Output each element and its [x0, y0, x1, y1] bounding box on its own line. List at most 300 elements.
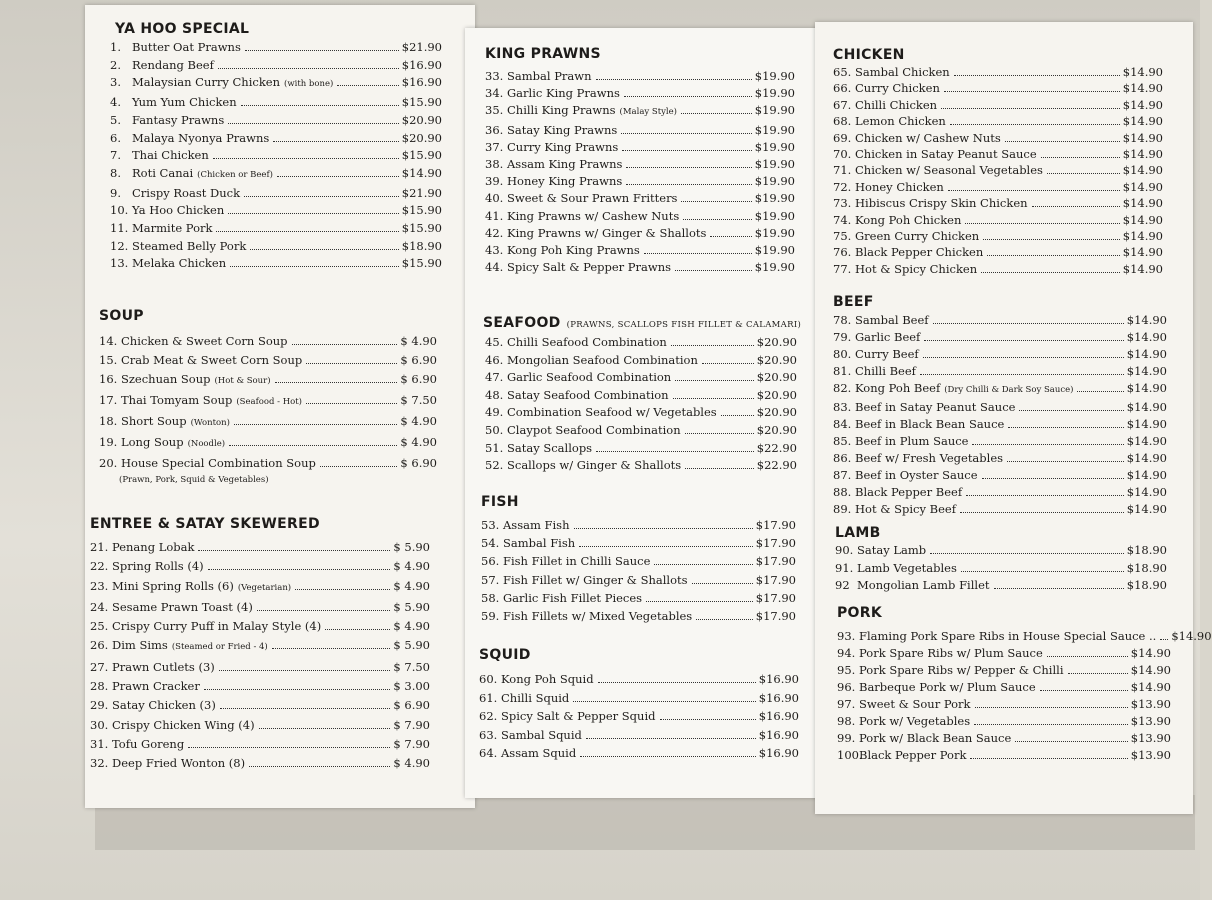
menu-item: [833, 346, 1167, 363]
menu-item: [110, 130, 442, 148]
menu-item: [833, 312, 1167, 329]
item-price: $ 6.90: [400, 372, 437, 386]
item-name: Chilli Squid: [501, 690, 570, 705]
item-number: 3.: [110, 75, 121, 90]
item-name: Scallops w/ Ginger & Shallots: [507, 458, 682, 473]
dot-leader: [965, 223, 1119, 224]
menu-item-row: [833, 162, 1163, 178]
dot-leader: [982, 478, 1124, 479]
menu-item: [485, 68, 795, 85]
item-number: 16.: [99, 372, 118, 386]
dot-leader: [1005, 141, 1120, 142]
menu-item: [485, 102, 795, 121]
menu-item-row: [110, 130, 442, 148]
menu-item-row: [90, 716, 430, 735]
item-price: $19.90: [754, 139, 795, 154]
item-number: 37.: [485, 139, 504, 154]
item-price: $14.90: [1122, 163, 1163, 178]
dot-leader: [273, 141, 398, 142]
item-name: Rendang Beef: [132, 57, 214, 72]
item-price: $14.90: [1122, 245, 1163, 260]
menu-item-row: [485, 404, 797, 422]
menu-item-row: [90, 636, 430, 657]
item-price: $14.90: [401, 165, 442, 180]
item-number: 79.: [833, 330, 852, 344]
item-name: Chilli King Prawns: [507, 103, 616, 118]
dot-leader: [1068, 673, 1128, 674]
item-number: 54.: [481, 536, 500, 551]
menu-item: [110, 185, 442, 203]
item-price: $17.90: [755, 572, 796, 587]
menu-item: [485, 156, 795, 173]
dot-leader: [204, 689, 391, 690]
item-price: $14.90: [1122, 114, 1163, 129]
dot-leader: [277, 176, 399, 177]
item-number: 1.: [110, 40, 121, 54]
dot-leader: [950, 124, 1120, 125]
menu-item: [110, 74, 442, 94]
item-name: Chicken w/ Cashew Nuts: [855, 130, 1001, 145]
item-price: $ 5.90: [393, 638, 430, 653]
item-price: $19.90: [754, 174, 795, 189]
item-number: 23.: [90, 578, 109, 593]
menu-item: [833, 433, 1167, 450]
dot-leader: [573, 701, 755, 702]
item-price: $20.90: [401, 112, 442, 127]
item-number: 70.: [833, 147, 852, 162]
item-number: 17.: [99, 393, 118, 407]
item-name: Hot & Spicy Chicken: [855, 261, 978, 276]
item-price: $14.90: [1126, 313, 1167, 327]
menu-item: [481, 534, 796, 552]
item-name: Beef in Plum Sauce: [855, 434, 969, 448]
menu-item-row: [110, 202, 442, 220]
menu-item-row: [837, 662, 1171, 679]
dot-leader: [1015, 741, 1127, 742]
dot-leader: [974, 724, 1128, 725]
item-name: Satay Scallops: [507, 440, 593, 455]
dot-leader: [1041, 157, 1120, 158]
menu-item-row: [479, 726, 799, 745]
menu-item-row: [99, 370, 437, 391]
menu-item-row: [90, 577, 430, 598]
item-price: $13.90: [1130, 748, 1171, 762]
menu-item-row: [485, 352, 797, 370]
menu-item: [833, 399, 1167, 416]
item-name: Fantasy Prawns: [132, 112, 225, 127]
item-number: 32.: [90, 756, 109, 771]
menu-item-row: [485, 369, 797, 387]
dot-leader: [220, 708, 391, 709]
item-price: $19.90: [754, 260, 795, 275]
item-price: $13.90: [1130, 731, 1171, 745]
item-name: Sambal Chicken: [855, 65, 950, 79]
menu-item-row: [99, 332, 437, 351]
item-number: 47.: [485, 370, 504, 385]
dot-leader: [961, 571, 1124, 572]
item-price: $ 7.90: [393, 717, 430, 732]
menu-item-row: [481, 552, 796, 570]
item-price: $14.90: [1126, 434, 1167, 448]
dot-leader: [1047, 173, 1120, 174]
menu-item-row: [99, 433, 437, 454]
item-price: $ 3.00: [393, 679, 430, 694]
item-name: Sweet & Sour Pork: [859, 697, 971, 711]
dot-leader: [994, 588, 1124, 589]
menu-item: [833, 80, 1163, 96]
menu-item-row: [837, 645, 1171, 662]
item-price: $19.90: [754, 191, 795, 206]
item-name: Thai Tomyam Soup: [121, 393, 233, 407]
item-number: 15.: [99, 353, 118, 367]
menu-item: [110, 165, 442, 185]
item-number: 88.: [833, 485, 852, 499]
item-price: $ 7.50: [400, 393, 437, 407]
item-price: $16.90: [758, 746, 799, 760]
menu-item: [479, 707, 799, 726]
item-price: $ 7.90: [393, 736, 430, 751]
dot-leader: [920, 374, 1124, 375]
item-name: Beef in Satay Peanut Sauce: [855, 400, 1016, 414]
item-price: $14.90: [1171, 629, 1212, 643]
item-name: Pork Spare Ribs w/ Pepper & Chilli: [859, 663, 1064, 677]
menu-item-row: [110, 165, 442, 185]
menu-item-row: [485, 85, 795, 102]
item-price: $19.90: [754, 122, 795, 137]
item-name: Assam Squid: [501, 746, 577, 760]
menu-item: [90, 677, 430, 696]
menu-item-row: [833, 433, 1167, 450]
item-number: 53.: [481, 518, 500, 532]
item-number: 35.: [485, 103, 504, 118]
menu-item-row: [485, 208, 795, 225]
menu-item-row: [833, 467, 1167, 484]
item-price: $14.90: [1130, 680, 1171, 694]
item-name: Assam King Prawns: [507, 157, 623, 172]
section-title-beef: BEEF: [833, 294, 874, 310]
item-name: Garlic Seafood Combination: [507, 370, 672, 385]
menu-item-row: [485, 156, 795, 173]
dot-leader: [188, 747, 390, 748]
section-title-ya-hoo-special: YA HOO SPECIAL: [115, 21, 250, 37]
menu-item: [833, 484, 1167, 501]
menu-item-row: [833, 64, 1163, 80]
menu-item-row: [833, 484, 1167, 501]
item-number: 61.: [479, 690, 498, 705]
item-price: $16.90: [401, 75, 442, 90]
dot-leader: [646, 601, 753, 602]
item-price: $14.90: [1122, 261, 1163, 276]
item-price: $15.90: [401, 203, 442, 218]
menu-item-row: [833, 130, 1163, 146]
item-name: Kong Poh Beef: [855, 381, 941, 395]
item-name: Lamb Vegetables: [857, 560, 957, 575]
item-price: $ 6.90: [400, 456, 437, 470]
item-price: $ 5.90: [393, 599, 430, 614]
menu-item-row: [99, 351, 437, 370]
dot-leader: [219, 670, 391, 671]
section-title-fish: FISH: [481, 494, 519, 510]
item-price: $15.90: [401, 95, 442, 110]
item-name: Satay Lamb: [857, 543, 927, 557]
menu-item: [90, 658, 430, 677]
item-name: Garlic King Prawns: [507, 86, 620, 101]
item-name: Sesame Prawn Toast (4): [112, 599, 253, 614]
item-name: Crispy Roast Duck: [132, 185, 241, 200]
dot-leader: [213, 158, 399, 159]
dot-leader: [579, 546, 753, 547]
item-number: 89.: [833, 502, 852, 516]
item-note: (Steamed or Fried - 4): [171, 642, 268, 653]
item-price: $14.90: [1126, 417, 1167, 431]
item-price: $14.90: [1126, 330, 1167, 344]
menu-item-row: [485, 334, 797, 352]
item-price: $19.90: [754, 157, 795, 172]
menu-item: [485, 242, 795, 259]
item-note: (Dry Chilli & Dark Soy Sauce): [944, 385, 1074, 395]
menu-item: [837, 628, 1212, 645]
item-name: Green Curry Chicken: [855, 229, 980, 244]
menu-item: [835, 560, 1167, 578]
item-number: 67.: [833, 97, 852, 112]
item-number: 48.: [485, 387, 504, 402]
menu-item-row: [833, 329, 1167, 346]
menu-item: [833, 261, 1163, 277]
item-price: $14.90: [1122, 212, 1163, 227]
menu-item: [485, 208, 795, 225]
dot-leader: [249, 766, 390, 767]
item-price: $20.90: [756, 352, 797, 367]
item-number: 68.: [833, 114, 852, 129]
menu-item: [833, 501, 1167, 518]
item-number: 8.: [110, 165, 121, 180]
item-name: Satay Seafood Combination: [507, 387, 669, 402]
menu-item: [833, 416, 1167, 433]
item-name: Spicy Salt & Pepper Squid: [501, 709, 656, 723]
item-number: 92: [835, 578, 850, 592]
item-number: 74.: [833, 212, 852, 227]
item-name: Claypot Seafood Combination: [507, 422, 681, 437]
dot-leader: [596, 79, 752, 80]
item-number: 6.: [110, 130, 121, 145]
section-title-king-prawns: KING PRAWNS: [485, 46, 601, 62]
item-note: (Noodle): [187, 439, 226, 449]
item-number: 49.: [485, 405, 504, 420]
item-name: Long Soup: [121, 435, 184, 449]
menu-item-row: [485, 122, 795, 139]
dot-leader: [721, 415, 754, 416]
menu-item-row: [833, 113, 1163, 129]
dot-leader: [933, 323, 1124, 324]
menu-item: [90, 636, 430, 657]
item-number: 34.: [485, 86, 504, 101]
item-price: $20.90: [756, 335, 797, 349]
menu-item-row: [485, 225, 795, 242]
dot-leader: [208, 569, 391, 570]
item-name: Crab Meat & Sweet Corn Soup: [121, 353, 303, 367]
menu-item-row: [833, 179, 1163, 195]
dot-leader: [230, 266, 399, 267]
item-number: 100.: [837, 748, 863, 762]
item-number: 85.: [833, 434, 852, 448]
menu-item: [833, 113, 1163, 129]
dot-leader: [944, 91, 1120, 92]
item-name: Pork Spare Ribs w/ Plum Sauce: [859, 646, 1043, 660]
item-price: $14.90: [1126, 502, 1167, 516]
item-price: $16.90: [758, 672, 799, 686]
item-price: $14.90: [1126, 485, 1167, 499]
item-name: Hibiscus Crispy Skin Chicken: [855, 196, 1028, 211]
item-number: 78.: [833, 313, 852, 327]
section-items-entree-satay: [90, 538, 430, 774]
menu-item: [99, 351, 437, 370]
item-name: Chilli Chicken: [855, 97, 938, 112]
dot-leader: [702, 363, 754, 364]
item-name: Curry King Prawns: [507, 139, 619, 154]
item-price: $20.90: [756, 387, 797, 402]
item-number: 46.: [485, 352, 504, 367]
item-name: Beef in Black Bean Sauce: [855, 417, 1005, 431]
menu-item-row: [479, 707, 799, 726]
item-name: Pork w/ Black Bean Sauce: [859, 731, 1012, 745]
item-name: Honey Chicken: [855, 179, 944, 194]
item-number: 69.: [833, 130, 852, 145]
menu-item: [110, 112, 442, 130]
menu-item: [481, 516, 796, 534]
menu-item: [837, 747, 1171, 764]
item-price: $19.90: [754, 86, 795, 101]
dot-leader: [241, 105, 399, 106]
item-name: Lemon Chicken: [855, 114, 946, 129]
dot-leader: [975, 707, 1128, 708]
menu-item-row: [837, 628, 1212, 645]
dot-leader: [626, 184, 751, 185]
dot-leader: [966, 495, 1124, 496]
dot-leader: [675, 270, 752, 271]
menu-item-row: [90, 677, 430, 696]
menu-item-row: [485, 68, 795, 85]
item-number: 87.: [833, 468, 852, 482]
item-name: Black Pepper Pork: [859, 748, 967, 762]
item-price: $ 4.90: [393, 619, 430, 634]
item-price: $18.90: [1126, 578, 1167, 592]
menu-item: [833, 363, 1167, 380]
item-name: Fish Fillet w/ Ginger & Shallots: [503, 572, 688, 587]
item-price: $18.90: [1126, 543, 1167, 557]
item-price: $17.90: [755, 518, 796, 532]
item-number: 18.: [99, 414, 118, 428]
section-items-chicken: [833, 64, 1163, 277]
menu-item: [485, 173, 795, 190]
item-number: 57.: [481, 572, 500, 587]
menu-item: [110, 255, 442, 273]
menu-item: [485, 139, 795, 156]
item-price: $18.90: [1126, 560, 1167, 575]
item-note: (Malay Style): [619, 107, 677, 118]
item-number: 38.: [485, 157, 504, 172]
menu-item: [833, 130, 1163, 146]
section-title-soup: SOUP: [99, 308, 144, 324]
menu-item-row: [110, 238, 442, 256]
item-price: $19.90: [754, 208, 795, 223]
menu-item: [485, 387, 797, 405]
menu-item-row: [90, 557, 430, 576]
menu-item-row: [837, 679, 1171, 696]
menu-item-row: [110, 74, 442, 94]
menu-item-row: [99, 391, 437, 412]
menu-item: [479, 726, 799, 745]
menu-item-row: [835, 560, 1167, 578]
item-number: 64.: [479, 746, 498, 760]
item-number: 81.: [833, 364, 852, 378]
item-name: King Prawns w/ Ginger & Shallots: [507, 225, 707, 240]
item-price: $ 5.90: [393, 540, 430, 554]
item-price: $ 4.90: [400, 435, 437, 449]
dot-leader: [683, 219, 752, 220]
item-name: Curry Chicken: [855, 81, 940, 96]
menu-item: [485, 334, 797, 352]
item-name: Spring Rolls (4): [112, 559, 204, 574]
dot-leader: [586, 738, 756, 739]
dot-leader: [622, 150, 751, 151]
item-name: Kong Poh King Prawns: [507, 243, 640, 258]
menu-item-row: [479, 670, 799, 689]
menu-item: [485, 122, 795, 139]
dot-leader: [250, 249, 398, 250]
menu-item-row: [90, 754, 430, 773]
item-price: $14.90: [1126, 381, 1167, 395]
item-name: Chicken & Sweet Corn Soup: [121, 334, 288, 348]
menu-item: [833, 228, 1163, 244]
menu-item: [837, 662, 1171, 679]
dot-leader: [272, 648, 391, 649]
item-price: $17.90: [755, 590, 796, 605]
item-number: 12.: [110, 238, 129, 253]
menu-item-row: [485, 440, 797, 458]
dot-leader: [598, 682, 756, 683]
item-price: $ 6.90: [400, 353, 437, 367]
menu-item: [485, 352, 797, 370]
item-price: $16.90: [401, 57, 442, 72]
section-items-king-prawns: [485, 68, 795, 276]
item-price: $17.90: [755, 609, 796, 624]
dot-leader: [580, 756, 756, 757]
menu-item-row: [90, 617, 430, 636]
item-number: 31.: [90, 736, 109, 751]
item-name: Sambal Fish: [503, 536, 576, 551]
item-name: Black Pepper Chicken: [855, 245, 984, 260]
item-price: $16.90: [758, 709, 799, 723]
item-number: 11.: [110, 221, 129, 236]
section-items-soup: [99, 332, 437, 490]
menu-item: [481, 571, 796, 589]
item-number: 65.: [833, 65, 852, 79]
menu-item: [833, 146, 1163, 162]
menu-item-row: [833, 195, 1163, 211]
item-name: Mongolian Lamb Fillet: [857, 578, 990, 592]
item-number: 94.: [837, 646, 856, 660]
item-name: Penang Lobak: [112, 540, 195, 554]
seafood-title-text: SEAFOOD: [483, 315, 561, 331]
section-items-ya-hoo-special: [110, 39, 442, 273]
menu-item-row: [110, 39, 442, 57]
item-number: 63.: [479, 727, 498, 742]
menu-item: [833, 97, 1163, 113]
item-name: Prawn Cracker: [112, 679, 200, 694]
section-title-pork: PORK: [837, 605, 882, 621]
menu-item: [90, 716, 430, 735]
item-name: Deep Fried Wonton (8): [112, 756, 246, 771]
